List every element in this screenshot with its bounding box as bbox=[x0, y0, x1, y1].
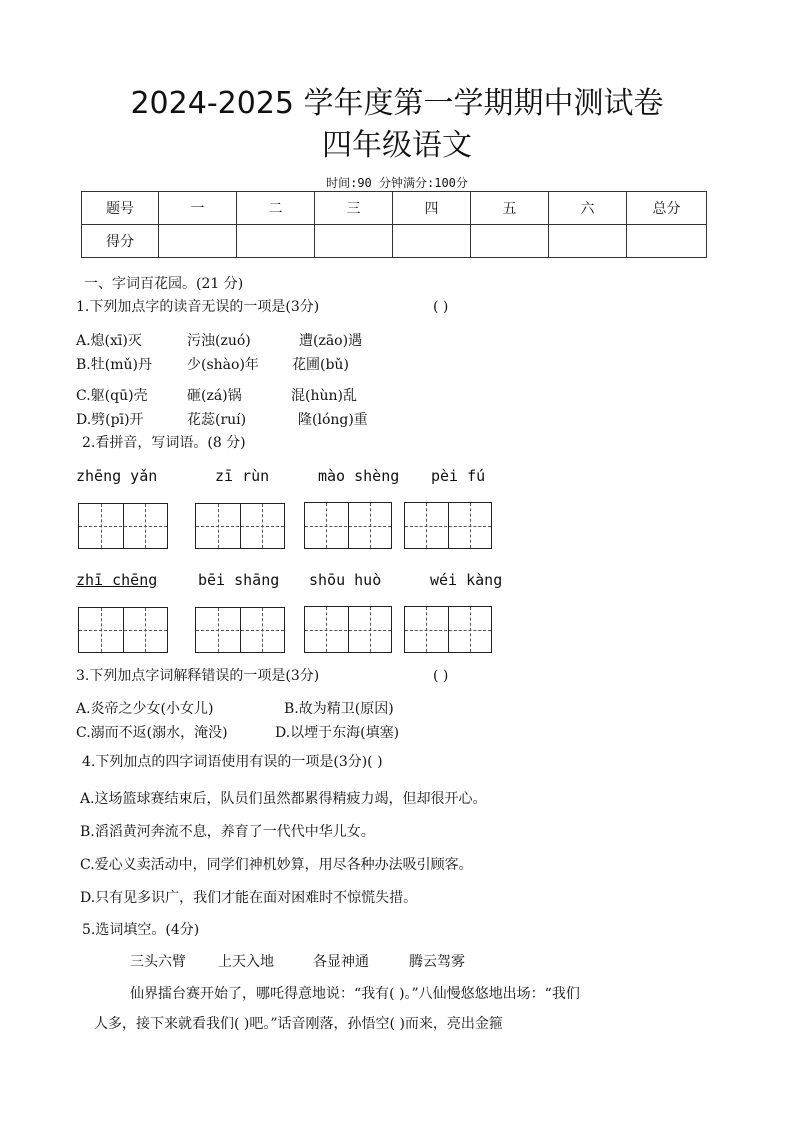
pinyin-label: zhī chēng bbox=[76, 571, 158, 589]
score-blank-cell[interactable] bbox=[159, 225, 237, 258]
score-cell: 三 bbox=[315, 192, 393, 225]
q4-option-b: B.滔滔黄河奔流不息，养育了一代代中华儿女。 bbox=[80, 824, 375, 840]
q1-option-a-3: 遭(zāo)遇 bbox=[299, 333, 363, 349]
question-4-stem: 4.下列加点的四字词语使用有误的一项是(3分)( ) bbox=[82, 754, 383, 770]
question-2-stem: 2.看拼音，写词语。(8 分) bbox=[82, 435, 246, 451]
writing-grid[interactable] bbox=[195, 607, 285, 653]
q1-option-b-1: B.牡(mǔ)丹 bbox=[76, 357, 152, 373]
q3-option-b: B.故为精卫(原因) bbox=[284, 701, 394, 717]
exam-title: 2024-2025 学年度第一学期期中测试卷 bbox=[130, 86, 664, 121]
score-cell: 一 bbox=[159, 192, 237, 225]
pinyin-label: shōu huò bbox=[309, 571, 382, 589]
q5-paragraph-line-1: 仙界擂台赛开始了，哪吒得意地说：“我有( )。”八仙慢悠悠地出场：“我们 bbox=[130, 986, 580, 1002]
score-cell: 四 bbox=[393, 192, 471, 225]
q1-option-b-3: 花圃(bǔ) bbox=[292, 357, 349, 373]
q1-option-c-1: C.躯(qū)壳 bbox=[76, 388, 148, 404]
writing-grid[interactable] bbox=[78, 607, 168, 653]
pinyin-label: mào shèng bbox=[318, 467, 400, 485]
word-choice: 三头六臂 bbox=[130, 954, 186, 970]
score-cell: 总分 bbox=[627, 192, 707, 225]
section-heading: 一、字词百花园。(21 分) bbox=[84, 276, 244, 292]
word-choice: 各显神通 bbox=[313, 954, 369, 970]
score-blank-cell[interactable] bbox=[627, 225, 707, 258]
writing-grid[interactable] bbox=[304, 606, 392, 653]
exam-subject: 四年级语文 bbox=[322, 128, 472, 163]
score-table-score-row bbox=[82, 225, 707, 258]
writing-grid[interactable] bbox=[404, 502, 492, 549]
question-1-answer-paren[interactable]: ( ) bbox=[433, 299, 449, 315]
question-3-answer-paren[interactable]: ( ) bbox=[433, 668, 449, 684]
pinyin-label: wéi kàng bbox=[430, 571, 503, 589]
pinyin-label: pèi fú bbox=[431, 467, 486, 485]
score-cell: 二 bbox=[237, 192, 315, 225]
q3-option-d: D.以堙于东海(填塞) bbox=[275, 725, 400, 741]
writing-grid[interactable] bbox=[195, 503, 285, 549]
score-blank-cell[interactable] bbox=[315, 225, 393, 258]
pinyin-label: zī rùn bbox=[215, 467, 270, 485]
score-blank-cell[interactable] bbox=[393, 225, 471, 258]
question-5-stem: 5.选词填空。(4分) bbox=[82, 922, 200, 938]
score-cell: 六 bbox=[549, 192, 627, 225]
q5-paragraph-line-2: 人多，接下来就看我们( )吧。”话音刚落，孙悟空( )而来，亮出金箍 bbox=[94, 1016, 503, 1032]
score-cell: 题号 bbox=[82, 192, 159, 225]
word-choice: 上天入地 bbox=[218, 954, 274, 970]
q1-option-d-1: D.劈(pī)开 bbox=[76, 412, 144, 428]
question-1-stem: 1.下列加点字的读音无误的一项是(3分) bbox=[76, 299, 320, 315]
q1-option-a-1: A.熄(xī)灭 bbox=[76, 333, 142, 349]
writing-grid[interactable] bbox=[404, 606, 492, 653]
q1-option-d-2: 花蕊(ruí) bbox=[187, 412, 247, 428]
q1-option-a-2: 污浊(zuó) bbox=[187, 333, 251, 349]
q1-option-d-3: 隆(lóng)重 bbox=[298, 412, 368, 428]
q4-option-a: A.这场篮球赛结束后，队员们虽然都累得精疲力竭，但却很开心。 bbox=[80, 791, 487, 807]
score-table bbox=[81, 191, 707, 258]
q1-option-c-3: 混(hùn)乱 bbox=[291, 388, 357, 404]
writing-grid[interactable] bbox=[78, 503, 168, 549]
score-blank-cell[interactable] bbox=[471, 225, 549, 258]
score-table-header-row bbox=[82, 192, 707, 225]
question-3-stem: 3.下列加点字词解释错误的一项是(3分) bbox=[76, 668, 320, 684]
writing-grid[interactable] bbox=[304, 502, 392, 549]
score-cell: 得分 bbox=[82, 225, 159, 258]
score-cell: 五 bbox=[471, 192, 549, 225]
q1-option-c-2: 砸(zá)锅 bbox=[187, 388, 242, 404]
pinyin-label: bēi shāng bbox=[198, 571, 280, 589]
pinyin-label: zhēng yǎn bbox=[76, 467, 158, 485]
score-blank-cell[interactable] bbox=[549, 225, 627, 258]
q4-option-c: C.爱心义卖活动中，同学们神机妙算，用尽各种办法吸引顾客。 bbox=[80, 857, 473, 873]
exam-time-score: 时间:90 分钟满分:100分 bbox=[326, 176, 468, 190]
q1-option-b-2: 少(shào)年 bbox=[187, 357, 259, 373]
q3-option-c: C.溺而不返(溺水，淹没) bbox=[76, 725, 228, 741]
score-blank-cell[interactable] bbox=[237, 225, 315, 258]
word-choice: 腾云驾雾 bbox=[409, 954, 465, 970]
q3-option-a: A.炎帝之少女(小女儿) bbox=[76, 701, 214, 717]
q4-option-d: D.只有见多识广，我们才能在面对困难时不惊慌失措。 bbox=[80, 890, 418, 906]
